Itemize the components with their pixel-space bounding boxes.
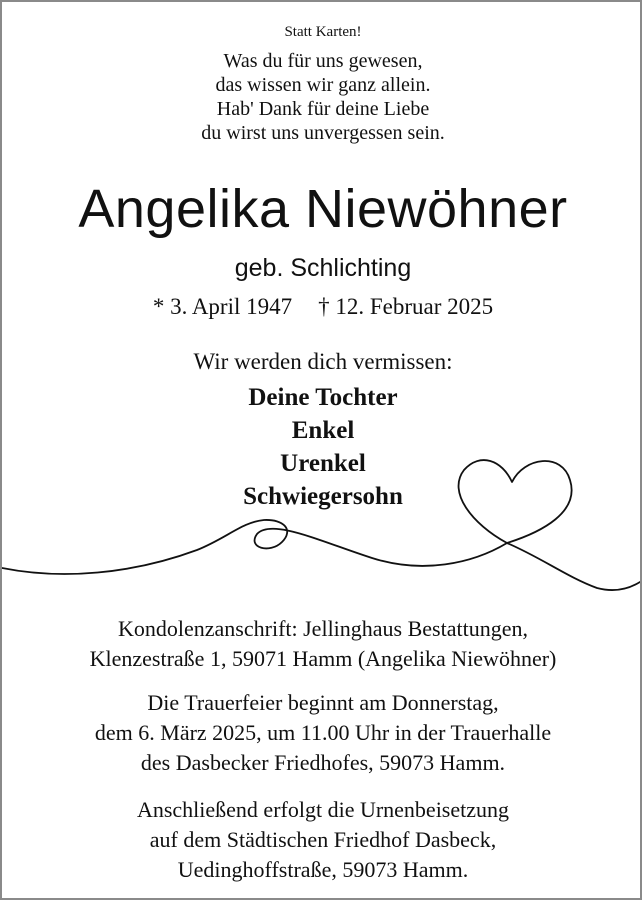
birth-name: geb. Schlichting xyxy=(234,254,412,282)
mourner-name: Enkel xyxy=(291,417,355,444)
mourner-name: Schwiegersohn xyxy=(243,483,403,510)
mourner-name: Deine Tochter xyxy=(248,384,398,411)
condolence-address xyxy=(2,614,642,674)
service-line: dem 6. März 2025, um 11.00 Uhr in der Trauerhalle xyxy=(94,720,552,745)
poem-line: das wissen wir ganz allein. xyxy=(215,74,431,96)
condolence-line: Kondolenzanschrift: Jellinghaus Bestattungen, xyxy=(118,616,528,641)
service-line: Die Trauerfeier beginnt am Donnerstag, xyxy=(147,690,499,715)
funeral-service xyxy=(2,688,642,778)
death-date: † 12. Februar 2025 xyxy=(318,294,494,319)
header-note: Statt Karten! xyxy=(284,24,362,40)
mourner-name: Urenkel xyxy=(280,450,366,477)
poem-line: du wirst uns unvergessen sein. xyxy=(201,122,445,144)
burial-line: Anschließend erfolgt die Urnenbeisetzung xyxy=(136,797,510,822)
deceased-name: Angelika Niewöhner xyxy=(78,179,568,239)
service-line: des Dasbecker Friedhofes, 59073 Hamm. xyxy=(140,750,506,775)
burial-line: Uedinghoffstraße, 59073 Hamm. xyxy=(177,857,469,882)
mourners-intro: Wir werden dich vermissen: xyxy=(193,349,453,374)
urn-burial xyxy=(2,795,642,885)
poem-line: Hab' Dank für deine Liebe xyxy=(216,98,430,120)
burial-line: auf dem Städtischen Friedhof Dasbeck, xyxy=(149,827,497,852)
poem-line: Was du für uns gewesen, xyxy=(223,50,423,72)
condolence-line: Klenzestraße 1, 59071 Hamm (Angelika Niewöhner) xyxy=(89,646,557,671)
birth-date: * 3. April 1947 xyxy=(152,294,293,319)
